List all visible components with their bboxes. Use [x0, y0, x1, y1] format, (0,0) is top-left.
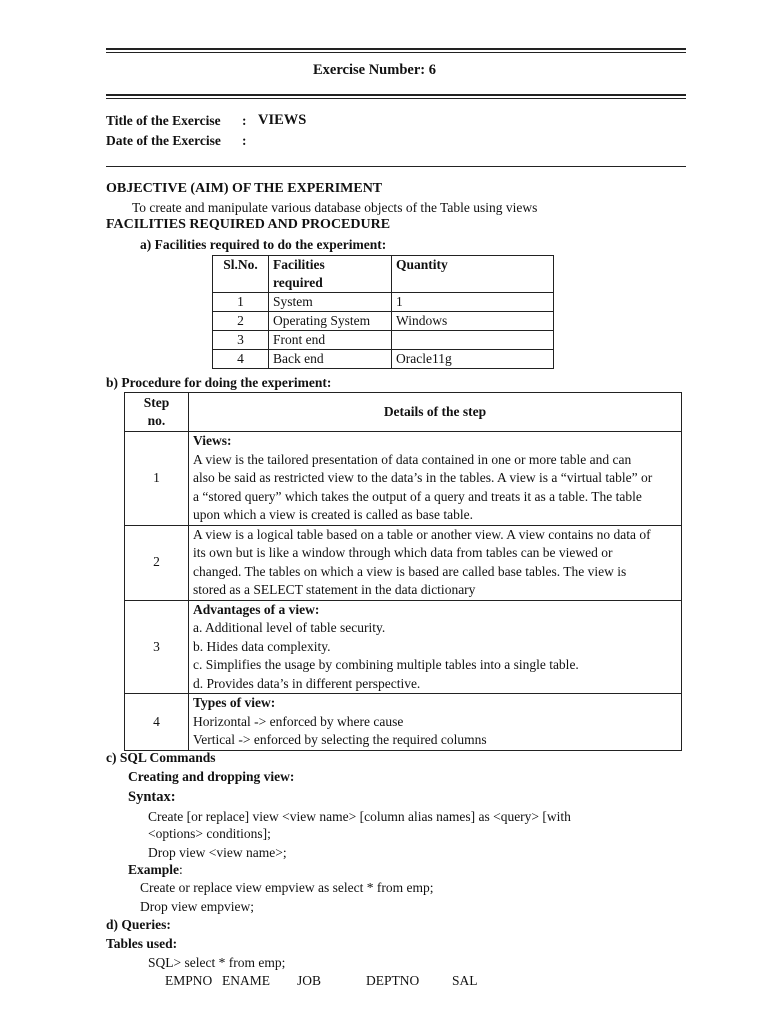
- step-line: a. Additional level of table security.: [193, 620, 386, 635]
- step-title: Views:: [193, 433, 232, 448]
- facilities-table: [212, 255, 554, 369]
- header-facilities-line1: Facilities: [273, 257, 325, 272]
- cell-slno: 3: [213, 331, 269, 350]
- cell-quantity: Windows: [392, 312, 554, 331]
- step-line: a “stored query” which takes the output of a query and treats it as a table. The table: [193, 488, 642, 504]
- step-line: upon which a view is created is called as base table.: [193, 507, 474, 522]
- cell-facility: Back end: [269, 350, 392, 369]
- column-empno: EMPNO: [165, 973, 213, 988]
- cell-facility: System: [269, 293, 392, 312]
- title-value: VIEWS: [258, 112, 307, 128]
- cell-quantity: 1: [392, 293, 554, 312]
- tables-used-label: Tables used:: [106, 936, 178, 951]
- step-line: Horizontal -> enforced by where cause: [193, 713, 404, 729]
- table-row: [125, 432, 682, 526]
- sql-heading: c) SQL Commands: [106, 750, 216, 765]
- table-row: [125, 525, 682, 600]
- step-line: changed. The tables on which a view is based are called base tables. The view is: [193, 563, 627, 579]
- table-row: [213, 350, 554, 369]
- cell-facility: Front end: [269, 331, 392, 350]
- example-line: Create or replace view empview as select * from emp;: [140, 880, 434, 895]
- query-line: SQL> select * from emp;: [148, 955, 286, 970]
- cell-facility: Operating System: [269, 312, 392, 331]
- top-double-rule: [106, 48, 686, 53]
- header-slno: Sl.No.: [213, 256, 269, 293]
- syntax-line: <options> conditions];: [148, 826, 271, 841]
- step-number: 4: [125, 694, 189, 751]
- facilities-subheading: a) Facilities required to do the experiment:: [140, 237, 387, 252]
- step-line: Vertical -> enforced by selecting the required columns: [193, 732, 487, 747]
- step-details: [189, 694, 682, 751]
- cell-quantity: Oracle11g: [392, 350, 554, 369]
- step-line: stored as a SELECT statement in the data dictionary: [193, 582, 476, 597]
- objective-text: To create and manipulate various database objects of the Table using views: [132, 200, 538, 215]
- cell-slno: 2: [213, 312, 269, 331]
- step-title: Advantages of a view:: [193, 601, 320, 617]
- syntax-line: Create [or replace] view <view name> [column alias names] as <query> [with: [148, 809, 571, 824]
- step-line: A view is the tailored presentation of data contained in one or more table and can: [193, 451, 632, 467]
- step-line: b. Hides data complexity.: [193, 638, 331, 654]
- step-details: [189, 432, 682, 526]
- header-facilities-line2: required: [273, 275, 323, 290]
- step-line: also be said as restricted view to the data’s in the tables. A view is a “virtual table” or: [193, 470, 653, 485]
- sql-subheading: Creating and dropping view:: [128, 769, 295, 784]
- cell-slno: 1: [213, 293, 269, 312]
- step-number: 1: [125, 432, 189, 526]
- section-rule: [106, 166, 686, 167]
- column-deptno: DEPTNO: [366, 973, 420, 988]
- date-label: Date of the Exercise: [106, 133, 221, 148]
- header-double-rule: [106, 94, 686, 99]
- step-number: 2: [125, 525, 189, 600]
- example-line: Drop view empview;: [140, 899, 254, 914]
- syntax-label: Syntax:: [128, 789, 176, 805]
- table-row: [213, 293, 554, 312]
- column-job: JOB: [297, 973, 322, 988]
- step-line: its own but is like a window through which data from tables can be viewed or: [193, 545, 613, 560]
- example-label: Example: [128, 862, 180, 877]
- header-step-line2: no.: [147, 413, 166, 428]
- cell-slno: 4: [213, 350, 269, 369]
- table-row: [125, 694, 682, 751]
- table-row: [213, 312, 554, 331]
- step-title: Types of view:: [193, 695, 276, 710]
- date-colon: :: [242, 133, 247, 148]
- title-colon: :: [242, 113, 247, 128]
- syntax-line: Drop view <view name>;: [148, 845, 287, 860]
- table-header-row: [213, 256, 554, 293]
- header-step-line1: Step: [143, 395, 170, 410]
- step-line: d. Provides data’s in different perspective.: [193, 675, 421, 691]
- step-number: 3: [125, 600, 189, 694]
- facilities-heading: FACILITIES REQUIRED AND PROCEDURE: [106, 217, 391, 232]
- table-header-row: [125, 393, 682, 432]
- header-step-no: [125, 393, 189, 432]
- step-line: c. Simplifies the usage by combining multiple tables into a single table.: [193, 657, 579, 672]
- step-details: [189, 525, 682, 600]
- header-details: Details of the step: [189, 393, 682, 432]
- step-line: A view is a logical table based on a table or another view. A view contains no data of: [193, 526, 651, 542]
- exercise-number: Exercise Number: 6: [313, 62, 436, 78]
- queries-heading: d) Queries:: [106, 917, 171, 932]
- title-label: Title of the Exercise: [106, 113, 221, 128]
- procedure-heading: b) Procedure for doing the experiment:: [106, 375, 332, 390]
- example-colon: :: [179, 862, 183, 877]
- header-quantity: Quantity: [392, 256, 554, 293]
- column-ename: ENAME: [222, 973, 270, 988]
- procedure-table: [124, 392, 682, 751]
- header-facilities: [269, 256, 392, 293]
- step-details: [189, 600, 682, 694]
- objective-heading: OBJECTIVE (AIM) OF THE EXPERIMENT: [106, 181, 383, 196]
- table-row: [125, 600, 682, 694]
- cell-quantity: [392, 331, 554, 350]
- column-sal: SAL: [452, 973, 478, 988]
- table-row: [213, 331, 554, 350]
